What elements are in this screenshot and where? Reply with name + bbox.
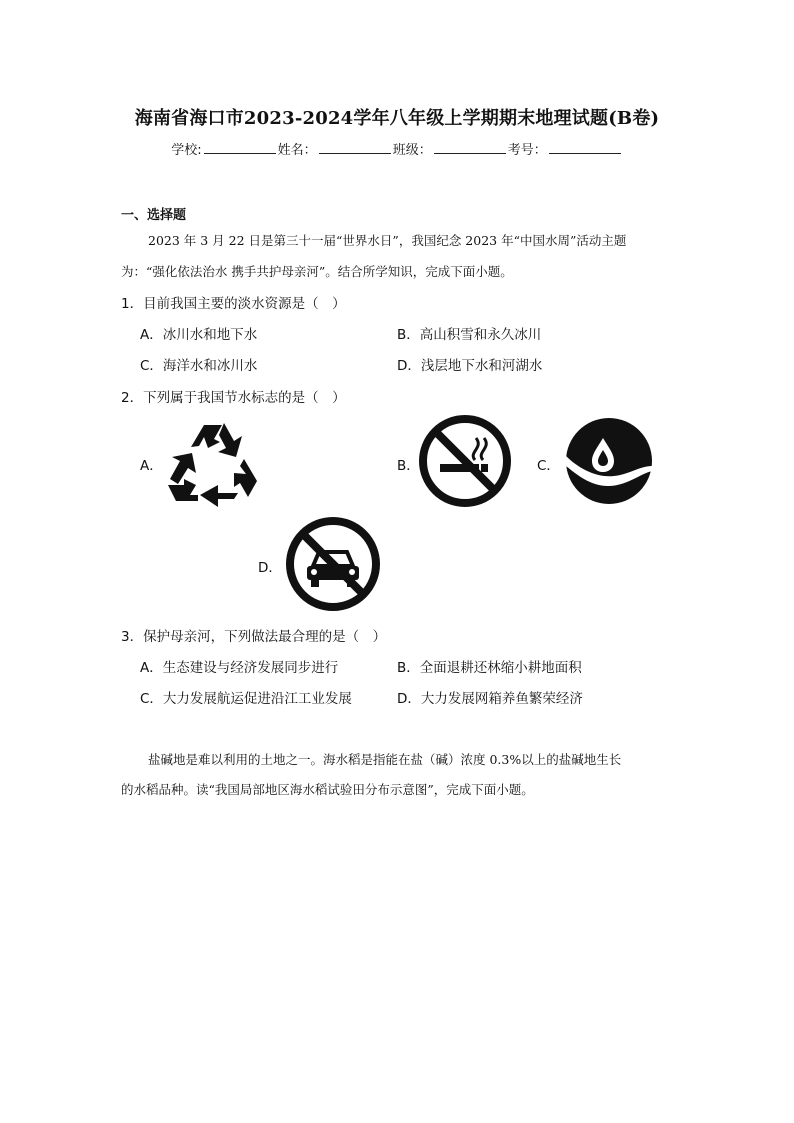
section-title: 一、选择题: [121, 208, 187, 223]
passage2-line1: 盐碱地是难以利用的土地之一。海水稻是指能在盐（碱）浓度 0.3%以上的盐碱地生长: [148, 752, 622, 767]
question-1-option-c[interactable]: C．海洋水和冰川水: [140, 358, 258, 374]
question-3-option-c[interactable]: C．大力发展航运促进沿江工业发展: [140, 691, 352, 707]
question-3-option-d[interactable]: D．大力发展网箱养鱼繁荣经济: [397, 691, 583, 707]
question-1-option-b[interactable]: B．高山积雪和永久冰川: [397, 327, 542, 343]
question-1-option-d[interactable]: D．浅层地下水和河湖水: [397, 358, 543, 374]
recycle-icon[interactable]: [164, 417, 260, 507]
question-2-stem: 2．下列属于我国节水标志的是（ ）: [121, 390, 346, 406]
question-2-option-c-label[interactable]: C．: [537, 458, 560, 474]
school-blank[interactable]: [204, 141, 276, 154]
question-3-stem: 3．保护母亲河，下列做法最合理的是（ ）: [121, 629, 387, 645]
question-2-option-b-label[interactable]: B．: [397, 458, 420, 474]
passage1-line1: 2023 年 3 月 22 日是第三十一届“世界水日”，我国纪念 2023 年“中国水周”活动主题: [148, 233, 627, 248]
question-3-option-a[interactable]: A．生态建设与经济发展同步进行: [140, 660, 339, 676]
passage2-line2: 的水稻品种。读“我国局部地区海水稻试验田分布示意图”，完成下面小题。: [121, 782, 534, 797]
student-info-line: [0, 139, 794, 158]
question-3-option-b[interactable]: B．全面退耕还林缩小耕地面积: [397, 660, 582, 676]
no-car-icon[interactable]: [285, 516, 381, 612]
exam-no-blank[interactable]: [549, 141, 621, 154]
class-blank[interactable]: [434, 141, 506, 154]
page-title: 海南省海口市2023-2024学年八年级上学期期末地理试题(B卷): [134, 108, 660, 129]
water-drop-icon[interactable]: [564, 416, 654, 506]
name-label: 姓名：: [277, 143, 317, 158]
question-2-option-a-label[interactable]: A．: [140, 458, 163, 474]
exam-no-label: 考号：: [507, 143, 547, 158]
no-smoking-icon[interactable]: [418, 414, 512, 508]
name-blank[interactable]: [319, 141, 391, 154]
question-1-option-a[interactable]: A．冰川水和地下水: [140, 327, 258, 343]
passage1-line2: 为：“强化依法治水 携手共护母亲河”。结合所学知识，完成下面小题。: [121, 264, 513, 279]
school-label: 学校:: [171, 143, 202, 158]
question-1-stem: 1．目前我国主要的淡水资源是（ ）: [121, 296, 346, 312]
class-label: 班级：: [392, 143, 432, 158]
question-2-option-d-label[interactable]: D．: [258, 560, 282, 576]
